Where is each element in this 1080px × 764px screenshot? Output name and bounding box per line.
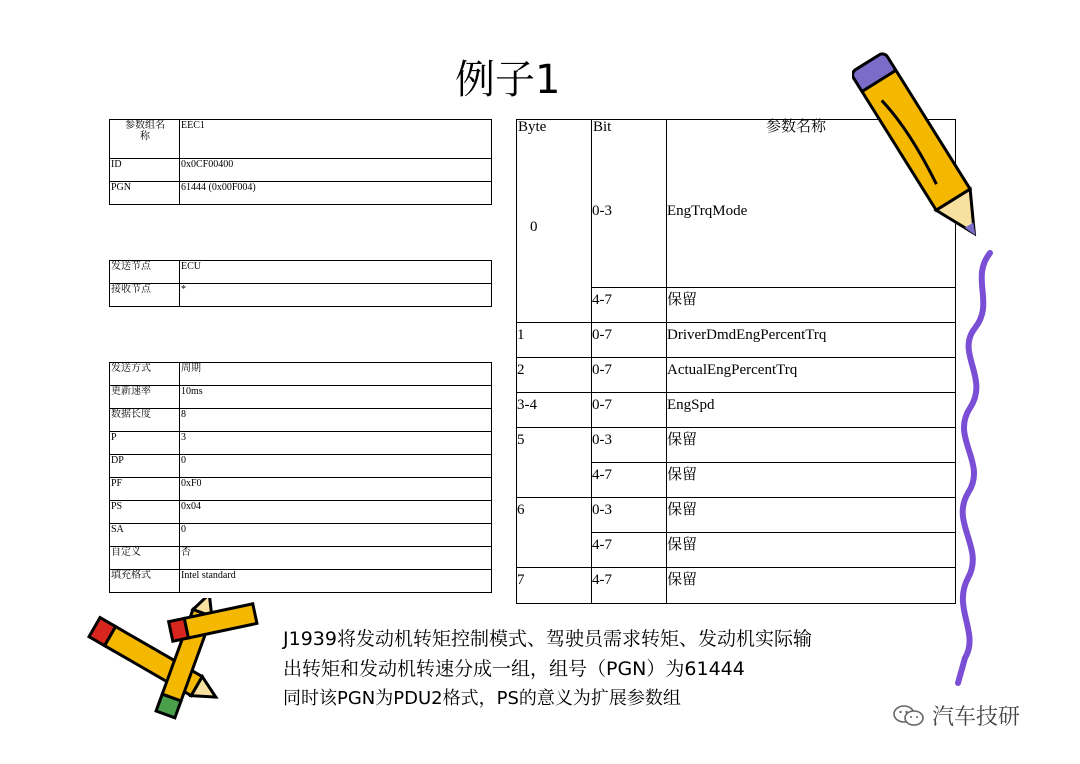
param-name-cell: 保留 (667, 292, 698, 308)
squiggle-line (950, 248, 1000, 688)
header-bit: Bit (593, 119, 612, 135)
table-row (110, 478, 492, 501)
header-byte: Byte (518, 119, 547, 135)
pencil-icon (852, 36, 992, 256)
row-divider (516, 427, 956, 428)
bit-cell: 0-7 (592, 362, 612, 378)
watermark (892, 700, 1020, 731)
row-divider (591, 462, 956, 463)
table-row (110, 182, 492, 205)
param-label: P (110, 432, 180, 455)
byte-cell: 0 (530, 219, 538, 235)
param-name-cell: EngTrqMode (667, 203, 748, 219)
param-label: 接收节点 (110, 284, 180, 307)
row-divider (516, 357, 956, 358)
table-row (110, 524, 492, 547)
param-label: 更新速率 (110, 386, 180, 409)
table-row (110, 159, 492, 182)
param-name-cell: 保留 (667, 572, 698, 588)
param-label: ID (110, 159, 180, 182)
param-table (109, 362, 492, 593)
param-name-cell: 保留 (667, 432, 698, 448)
description (283, 624, 963, 714)
param-value: 0 (180, 524, 492, 547)
table-row (110, 501, 492, 524)
param-name-cell: 保留 (667, 502, 698, 518)
param-value: * (180, 284, 492, 307)
byte-cell: 7 (517, 572, 525, 588)
byte-cell: 3-4 (517, 397, 537, 413)
param-value: 周期 (180, 363, 492, 386)
row-divider (591, 532, 956, 533)
param-label: 数据长度 (110, 409, 180, 432)
param-label: 填充格式 (110, 570, 180, 593)
table-row (110, 261, 492, 284)
page-title: 例子1 (455, 57, 561, 103)
bit-cell: 4-7 (592, 537, 612, 553)
watermark-text: 汽车技研 (932, 705, 1021, 730)
wechat-icon (892, 703, 926, 729)
table-row (110, 547, 492, 570)
description-line: J1939将发动机转矩控制模式、驾驶员需求转矩、发动机实际输 (283, 628, 812, 650)
param-value: 0xF0 (180, 478, 492, 501)
param-name-cell: 保留 (667, 467, 698, 483)
pencils-icon (76, 598, 266, 720)
table-row (110, 363, 492, 386)
param-label: PGN (110, 182, 180, 205)
table-row (110, 570, 492, 593)
description-line: 同时该PGN为PDU2格式，PS的意义为扩展参数组 (283, 688, 681, 709)
byte-cell: 5 (517, 432, 525, 448)
table-row (110, 455, 492, 478)
byte-cell: 2 (517, 362, 525, 378)
bit-cell: 0-7 (592, 397, 612, 413)
table-row (110, 409, 492, 432)
byte-cell: 1 (517, 327, 525, 343)
table-row (110, 284, 492, 307)
param-name-cell: 保留 (667, 537, 698, 553)
bit-cell: 0-3 (592, 502, 612, 518)
param-value: 0 (180, 455, 492, 478)
row-divider (516, 497, 956, 498)
param-name-cell: ActualEngPercentTrq (667, 362, 798, 378)
param-value: 0x04 (180, 501, 492, 524)
row-divider (591, 287, 956, 288)
bit-cell: 4-7 (592, 572, 612, 588)
row-divider (516, 322, 956, 323)
header-param-name: 参数名称 (766, 119, 827, 135)
bit-cell: 0-7 (592, 327, 612, 343)
param-value: EEC1 (180, 120, 492, 159)
description-line: 出转矩和发动机转速分成一组，组号（PGN）为61444 (283, 658, 745, 680)
param-label: DP (110, 455, 180, 478)
param-label: PS (110, 501, 180, 524)
row-divider (516, 392, 956, 393)
bit-cell: 4-7 (592, 292, 612, 308)
param-label: PF (110, 478, 180, 501)
table-row (110, 120, 492, 159)
param-value: Intel standard (180, 570, 492, 593)
node-table (109, 260, 492, 307)
param-label: 发送方式 (110, 363, 180, 386)
param-value: 0x0CF00400 (180, 159, 492, 182)
param-value: 否 (180, 547, 492, 570)
param-value: 61444 (0x00F004) (180, 182, 492, 205)
bit-cell: 0-3 (592, 203, 612, 219)
table-row (110, 386, 492, 409)
bit-cell: 4-7 (592, 467, 612, 483)
param-name-cell: EngSpd (667, 397, 715, 413)
param-name-cell: DriverDmdEngPercentTrq (667, 327, 827, 343)
bit-cell: 0-3 (592, 432, 612, 448)
param-label: 参数组名 称 (110, 120, 180, 159)
table-row (110, 432, 492, 455)
param-value: 8 (180, 409, 492, 432)
param-value: 3 (180, 432, 492, 455)
info-table (109, 119, 492, 205)
param-value: ECU (180, 261, 492, 284)
param-label: SA (110, 524, 180, 547)
row-divider (516, 567, 956, 568)
param-value: 10ms (180, 386, 492, 409)
byte-cell: 6 (517, 502, 525, 518)
param-label: 自定义 (110, 547, 180, 570)
param-label: 发送节点 (110, 261, 180, 284)
